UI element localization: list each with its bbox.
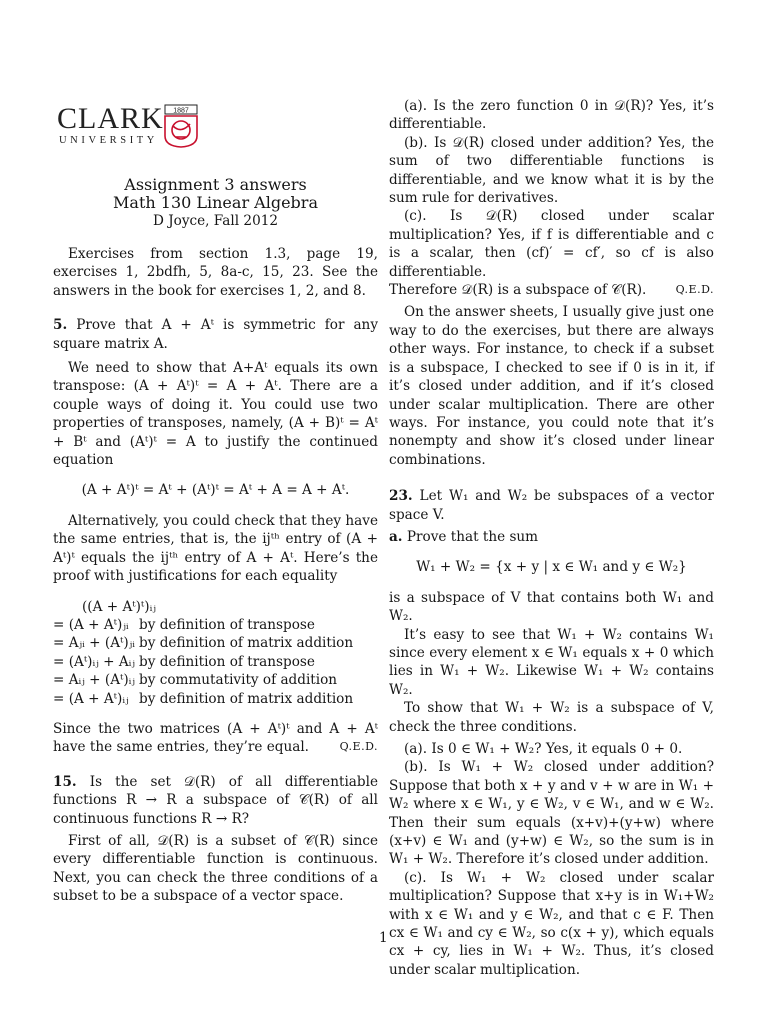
proof-first-line: ((A + Aᵗ)ᵗ)ᵢⱼ (82, 598, 156, 615)
seal-year: 1887 (173, 107, 189, 115)
logo-wordmark: CLARK (57, 102, 164, 135)
exercise-23-paragraph-3: To show that W₁ + W₂ is a subspace of V, check the three conditions. (389, 700, 714, 735)
exercise-15-conclusion-text: Therefore 𝒟(R) is a subspace of 𝒞(R). (389, 282, 647, 299)
exercise-23-paragraph-2: It’s easy to see that W₁ + W₂ contains W₁ since every element x ∈ W₁ equals x + 0 which lies in W₁ + W₂. Likewise W₁ + W₂ contains W₂. (389, 626, 714, 698)
exercise-15-part-b: (b). Is 𝒟(R) closed under addition? Yes, the sum of two differentiable functions is differentiable, and we know what it is by the sum rule for derivatives. (389, 134, 714, 207)
proof-row (53, 671, 357, 689)
exercise-5-number: 5. (53, 317, 68, 334)
exercise-23-check-a: (a). Is 0 ∈ W₁ + W₂? Yes, it equals 0 + 0. (404, 741, 683, 757)
exercise-23-statement (389, 487, 714, 524)
proof-justification: by definition of transpose (139, 616, 315, 633)
intro-paragraph: Exercises from section 1.3, page 19, exercises 1, 2bdfh, 5, 8a-c, 15, 23. See the answers in the book for exercises 1, 2, and 8. (53, 246, 378, 299)
logo-university: UNIVERSITY (59, 135, 158, 146)
exercise-15-paragraph-2: On the answer sheets, I usually give just one way to do the exercises, but there are always other ways. For instance, to check if a subset is a subspace, I checked to see if 0 is in it, if it’s closed under addition, and if it’s closed under scalar multiplication. There are other ways. For instance, you could note that it’s nonempty and show it’s closed under linear combinations. (389, 304, 714, 468)
exercise-15-part-c: (c). Is 𝒟(R) closed under scalar multiplication? Yes, if f is differentiable and c is a scalar, then (cf)′ = cf′, so cf is also differentiable. (389, 208, 714, 280)
clark-university-logo (57, 104, 197, 150)
proof-lhs: = Aᵢⱼ + (Aᵗ)ᵢⱼ (53, 672, 135, 689)
exercise-23-text: Let W₁ and W₂ be subspaces of a vector space V. (389, 488, 714, 523)
exercise-23-check-b: (b). Is W₁ + W₂ closed under addition? Suppose that both x + y and v + w are in W₁ + W₂ where x ∈ W₁, y ∈ W₂, v ∈ W₁, and w ∈ W₂. Then their sum equals (x+v)+(y+w) where (x+v) ∈ W₁ and (y+w) ∈ W₂, so the sum is in W₁ + W₂. Therefore it’s closed under addition. (389, 759, 714, 868)
proof-justification: by definition of matrix addition (139, 690, 354, 707)
exercise-23-equation: W₁ + W₂ = {x + y | x ∈ W₁ and y ∈ W₂} (416, 559, 687, 576)
exercise-23-check-c: (c). Is W₁ + W₂ closed under scalar multiplication? Suppose that x+y is in W₁+W₂ with x ∈ W₁ and y ∈ W₂, and that c ∈ F. Then cx ∈ W₁ and cy ∈ W₂, so c(x + y), which equals cx + cy, lies in W₁ + W₂. Thus, it’s closed under scalar multiplication. (389, 869, 714, 978)
exercise-5-text: Prove that A + Aᵗ is symmetric for any square matrix A. (53, 317, 378, 352)
exercise-23-part-a (389, 528, 714, 546)
exercise-15-number: 15. (53, 773, 77, 790)
university-seal-icon (164, 104, 198, 148)
left-column (53, 245, 378, 906)
right-column (389, 97, 714, 979)
proof-row (53, 616, 357, 634)
qed-mark: Q.E.D. (675, 283, 714, 297)
exercise-23-number: 23. (389, 488, 413, 505)
proof-lhs: = (A + Aᵗ)ⱼᵢ (53, 616, 129, 633)
part-a-text: Prove that the sum (406, 528, 539, 545)
page-number: 1 (379, 930, 388, 946)
exercise-23-paragraph-1: is a subspace of V that contains both W₁ and W₂. (389, 589, 714, 625)
proof-lhs: = (Aᵗ)ᵢⱼ + Aᵢⱼ (53, 653, 135, 670)
proof-table (53, 598, 357, 708)
proof-lhs: = (A + Aᵗ)ᵢⱼ (53, 690, 129, 707)
exercise-5-equation: (A + Aᵗ)ᵗ = Aᵗ + (Aᵗ)ᵗ = Aᵗ + A = A + Aᵗ. (81, 482, 350, 499)
exercise-15-text: Is the set 𝒟(R) of all differentiable functions R → R a subspace of 𝒞(R) of all continuous functions R → R? (53, 773, 378, 827)
exercise-15-paragraph-1: First of all, 𝒟(R) is a subset of 𝒞(R) since every differentiable function is continuous. Next, you can check the three conditions of a subset to be a subspace of a vector space. (53, 832, 378, 905)
proof-row (53, 690, 357, 708)
proof-row (53, 598, 357, 616)
proof-justification: by commutativity of addition (139, 672, 338, 689)
proof-justification: by definition of transpose (139, 653, 315, 670)
exercise-5-conclusion (53, 720, 378, 757)
exercise-5-conclusion-text: Since the two matrices (A + Aᵗ)ᵗ and A + Aᵗ have the same entries, they’re equal. (53, 720, 378, 756)
assignment-title: Assignment 3 answers (124, 175, 307, 194)
exercise-15-part-a: (a). Is the zero function 0 in 𝒟(R)? Yes, it’s differentiable. (389, 98, 714, 133)
exercise-5-statement (53, 316, 378, 353)
course-title: Math 130 Linear Algebra (113, 193, 318, 212)
exercise-5-paragraph-2: Alternatively, you could check that they have the same entries, that is, the ijᵗʰ entry of (A + Aᵗ)ᵗ equals the ijᵗʰ entry of A + Aᵗ. Here’s the proof with justifications for each equality (53, 512, 378, 585)
qed-mark: Q.E.D. (339, 740, 378, 754)
part-a-label: a. (389, 528, 403, 545)
exercise-15-statement (53, 773, 378, 828)
author-line: D Joyce, Fall 2012 (152, 213, 279, 229)
proof-row (53, 634, 357, 652)
proof-row (53, 653, 357, 671)
exercise-5-paragraph-1: We need to show that A+Aᵗ equals its own transpose: (A + Aᵗ)ᵗ = A + Aᵗ. There are a couple ways of doing it. You could use two properties of transposes, namely, (A + B)ᵗ = Aᵗ + Bᵗ and (Aᵗ)ᵗ = A to justify the continued equation (53, 360, 378, 469)
proof-lhs: = Aⱼᵢ + (Aᵗ)ⱼᵢ (53, 635, 135, 652)
proof-justification: by definition of matrix addition (139, 635, 354, 652)
exercise-15-conclusion (389, 281, 714, 299)
title-block (53, 176, 378, 230)
